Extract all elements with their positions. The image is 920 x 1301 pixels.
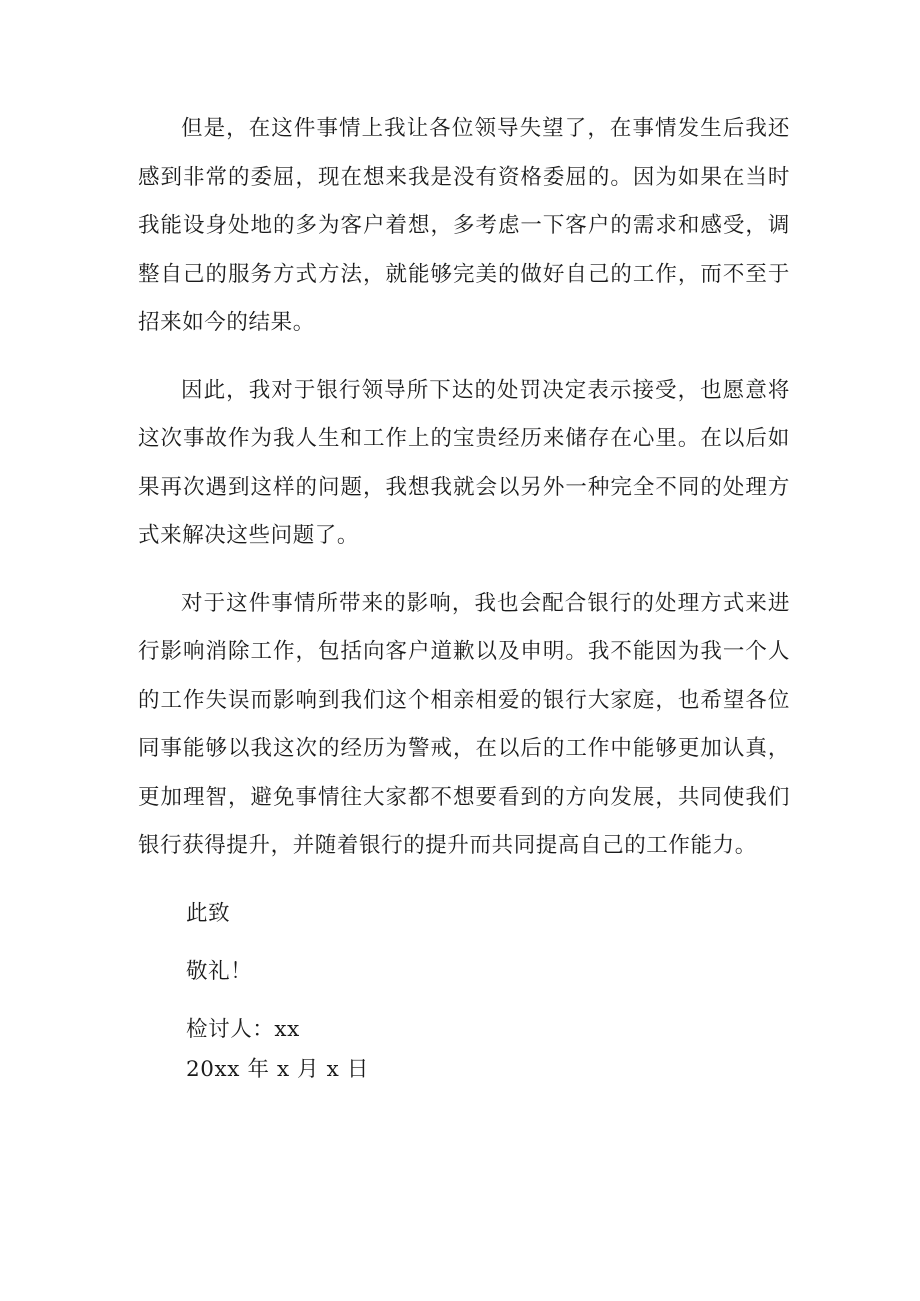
paragraph-1: 但是，在这件事情上我让各位领导失望了，在事情发生后我还感到非常的委屈，现在想来我是没有资格委屈的。因为如果在当时我能设身处地的多为客户着想，多考虑一下客户的需求和感受，调整自己的服务方式方法，就能够完美的做好自己的工作，而不至于招来如今的结果。 (138, 116, 790, 335)
paragraph-2: 因此，我对于银行领导所下达的处罚决定表示接受，也愿意将这次事故作为我人生和工作上的宝贵经历来储存在心里。在以后如果再次遇到这样的问题，我想我就会以另外一种完全不同的处理方式来解决这些问题了。 (138, 377, 790, 548)
date: 20xx 年 x 月 x 日 (186, 1056, 369, 1082)
paragraph-3: 对于这件事情所带来的影响，我也会配合银行的处理方式来进行影响消除工作，包括向客户道歉以及申明。我不能因为我一个人的工作失误而影响到我们这个相亲相爱的银行大家庭，也希望各位同事能够以我这次的经历为警戒，在以后的工作中能够更加认真，更加理智，避免事情往大家都不想要看到的方向发展，共同使我们银行获得提升，并随着银行的提升而共同提高自己的工作能力。 (138, 590, 790, 858)
signer: 检讨人：xx (186, 1016, 300, 1042)
regards: 敬礼！ (186, 958, 253, 984)
salutation: 此致 (186, 900, 231, 926)
document-body (138, 105, 790, 1094)
